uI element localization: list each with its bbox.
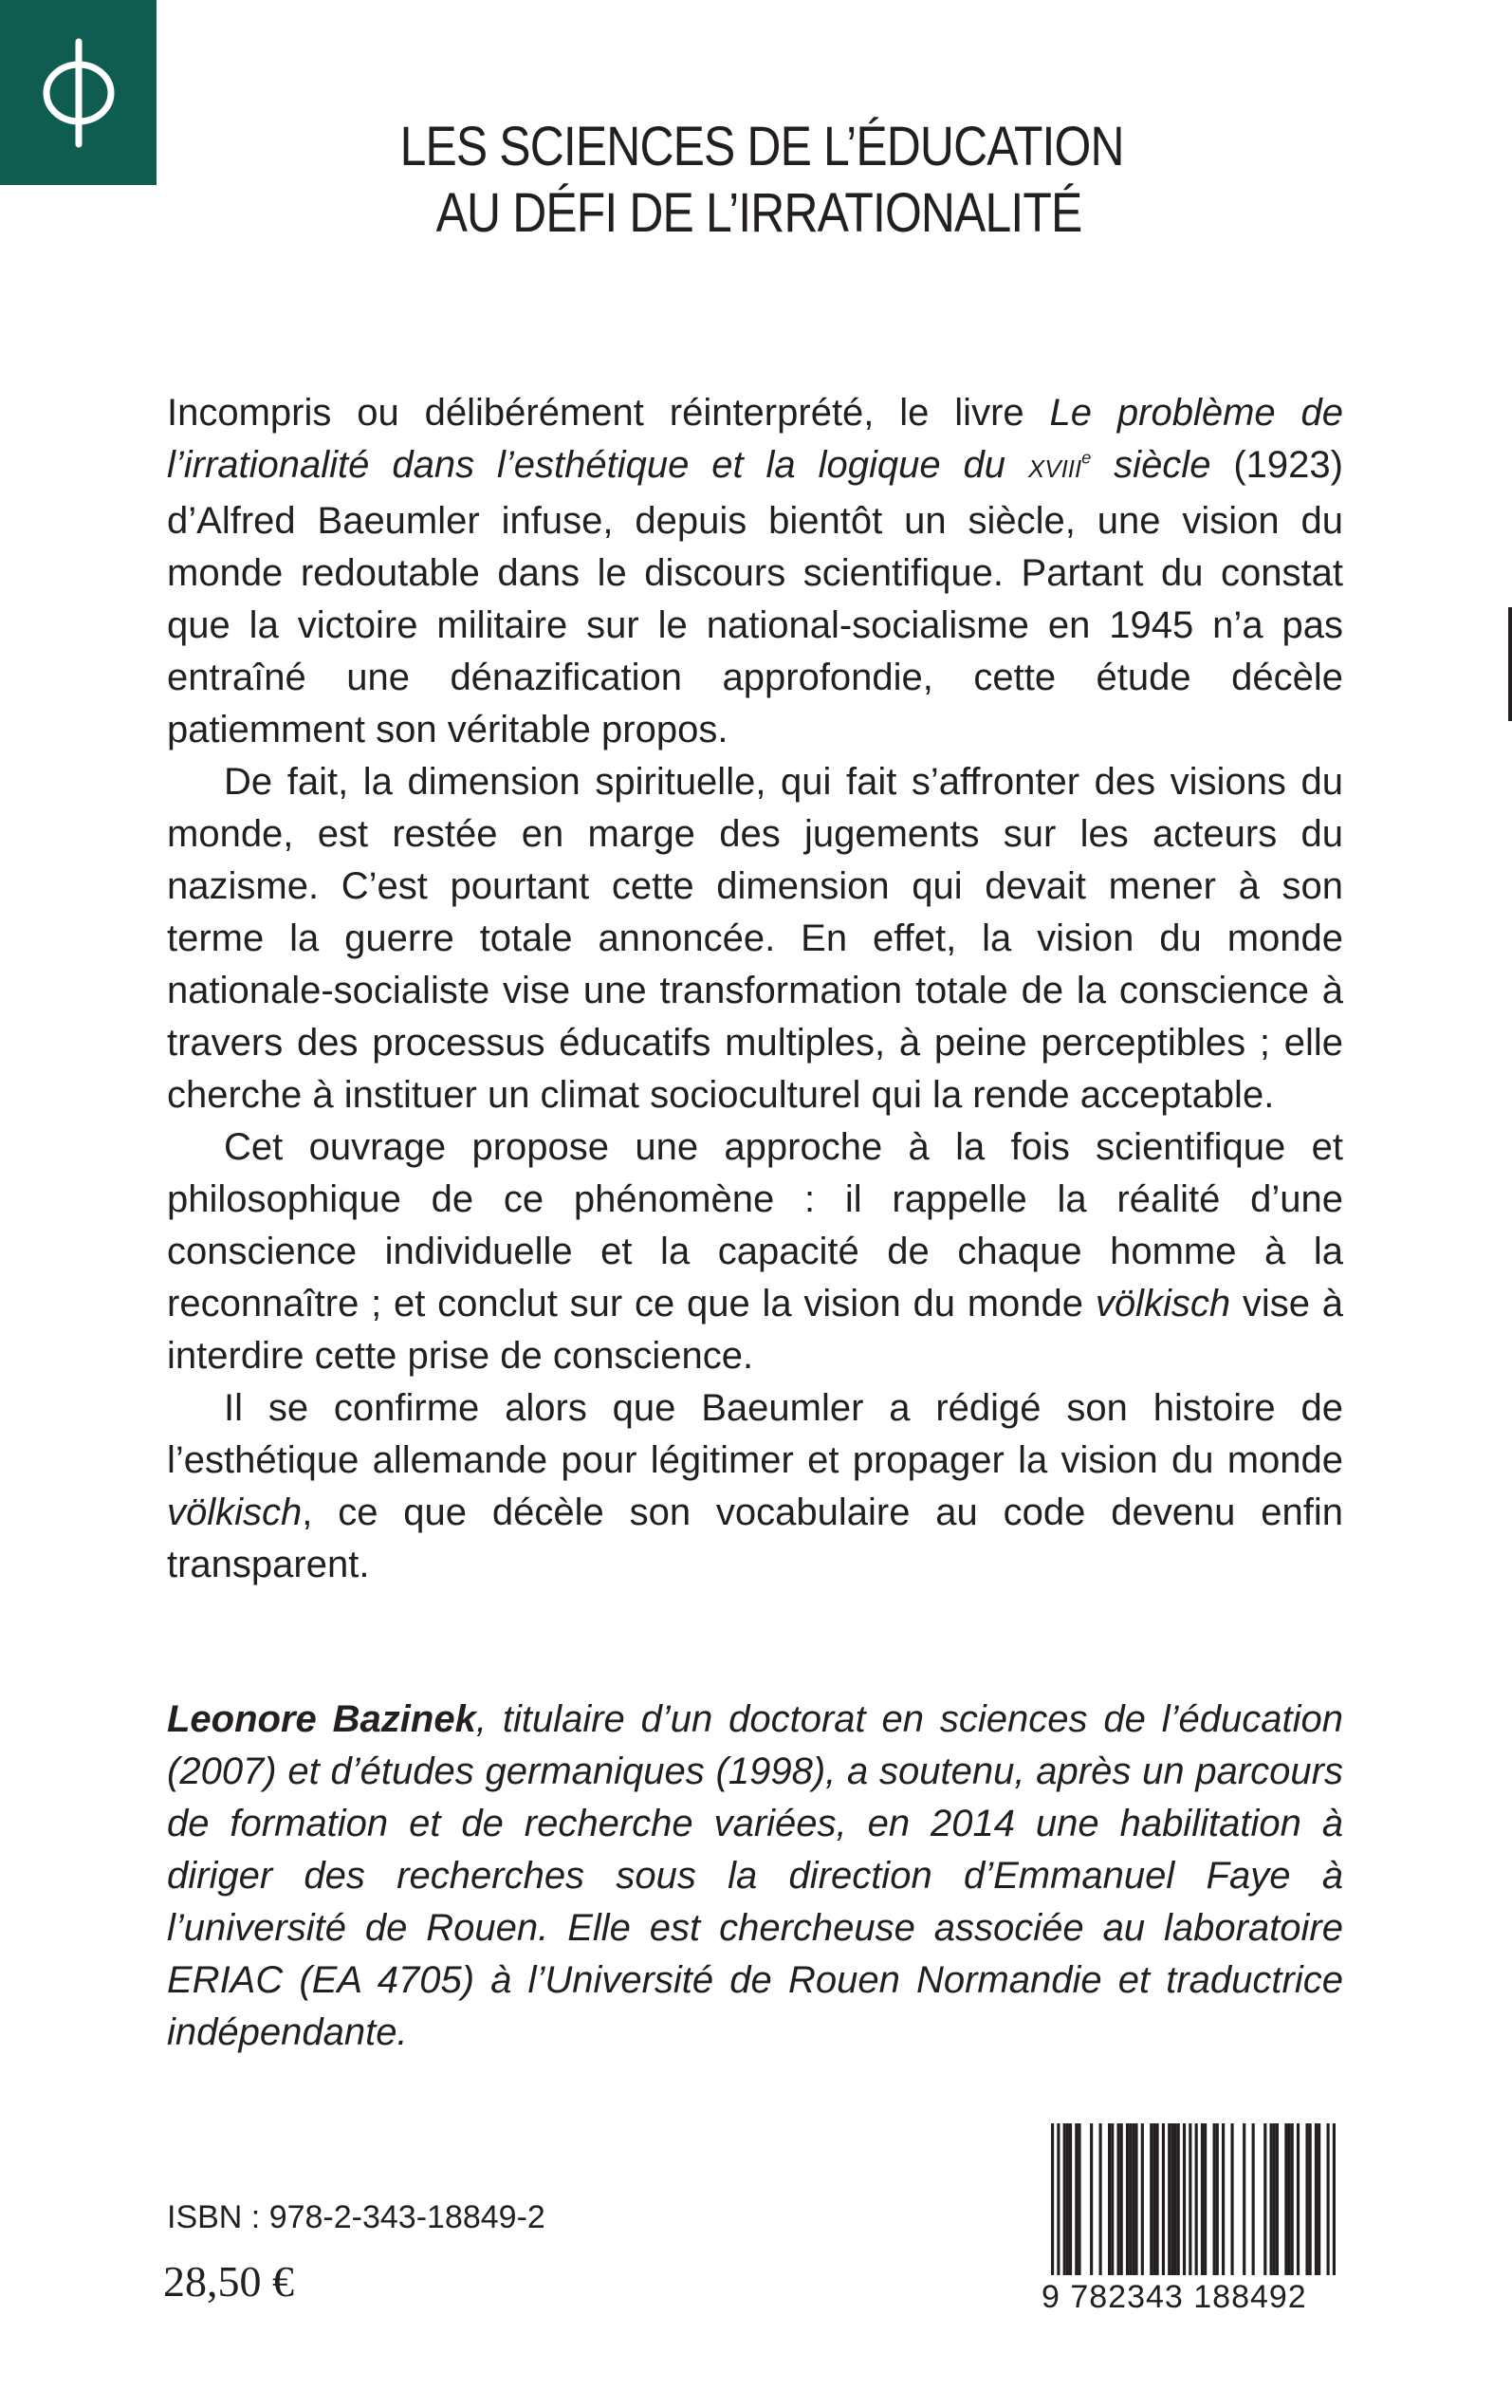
barcode-bars-icon [1051, 2123, 1336, 2275]
barcode-bar [1291, 2123, 1294, 2275]
barcode-bar [1273, 2123, 1276, 2275]
blurb-p3-b: vise à interdire cette prise de conscience. [167, 1283, 1344, 1377]
edge-mark [1508, 607, 1512, 721]
barcode-bar [1216, 2123, 1219, 2275]
title-line-1: LES SCIENCES DE L’ÉDUCATION [399, 116, 1124, 177]
barcode-bar [1189, 2123, 1191, 2275]
barcode-bar [1051, 2123, 1054, 2275]
barcode-bar [1297, 2123, 1300, 2275]
barcode-bar [1111, 2123, 1114, 2275]
barcode-bar [1305, 2123, 1308, 2275]
blurb-p1-rest: (1923) d’Alfred Baeumler infuse, depuis bientôt un siècle, une vision du monde redoutable dans le discours scientifique. Partant du constat que la victoire militaire sur le national-socialisme en 1945 n’a pas entraîné une dénazification approfondie, cette étude décèle patiemment son véritable propos. [167, 444, 1343, 750]
barcode-bar [1116, 2123, 1119, 2275]
barcode-bar [1132, 2123, 1134, 2275]
barcode-bar [1134, 2123, 1137, 2275]
isbn: ISBN : 978-2-343-18849-2 [167, 2199, 545, 2235]
blurb-p1-century: XVIII [1027, 454, 1082, 483]
price: 28,50 € [163, 2257, 294, 2306]
barcode-bar [1141, 2123, 1144, 2275]
author-bio-paragraph [167, 1694, 1343, 2059]
blurb-paragraph-1 [167, 387, 1343, 756]
barcode-bar [1204, 2123, 1207, 2275]
blurb-p1-intro: Incompris ou délibérément réinterprété, le livre [167, 392, 1050, 434]
blurb-p1-book-title: Le problème de l’irrationalité dans l’esthétique et la logique du [167, 392, 1344, 486]
barcode-bar [1177, 2123, 1180, 2275]
barcode [1042, 2123, 1343, 2313]
barcode-bar [1252, 2123, 1255, 2275]
barcode-bar [1057, 2123, 1060, 2275]
barcode-digits: 9 782343 188492 [1042, 2279, 1307, 2315]
barcode-bar [1162, 2123, 1165, 2275]
barcode-bar [1276, 2123, 1279, 2275]
barcode-bar [1152, 2123, 1155, 2275]
barcode-bar [1099, 2123, 1102, 2275]
barcode-bar [1063, 2123, 1066, 2275]
barcode-bar [1263, 2123, 1266, 2275]
barcode-bar [1120, 2123, 1123, 2275]
blurb-p4-b: , ce que décèle son vocabulaire au code devenu enfin transparent. [167, 1491, 1343, 1585]
barcode-bar [1270, 2123, 1273, 2275]
barcode-bar [1156, 2123, 1159, 2275]
barcode-bar [1126, 2123, 1129, 2275]
barcode-bar [1284, 2123, 1287, 2275]
author-bio-text: , titulaire d’un doctorat en sciences de l’éducation (2007) et d’études germaniques (1998), a soutenu, après un parcours de formation et de recherche variées, en 2014 une habilitation à diriger des recherches sous la direction d’Emmanuel Faye à l’université de Rouen. Elle est chercheuse associée au laboratoire ERIAC (EA 4705) à l’Université de Rouen Normandie et traductrice indépendante. [167, 1698, 1344, 2053]
barcode-bar [1222, 2123, 1225, 2275]
barcode-bar [1318, 2123, 1320, 2275]
barcode-bar [1315, 2123, 1318, 2275]
barcode-bar [1195, 2123, 1198, 2275]
barcode-bar [1090, 2123, 1093, 2275]
barcode-bar [1230, 2123, 1233, 2275]
barcode-bar [1243, 2123, 1245, 2275]
barcode-bar [1309, 2123, 1312, 2275]
barcode-bar [1333, 2123, 1336, 2275]
blurb-p1-century-sup: e [1081, 448, 1092, 468]
barcode-bar [1150, 2123, 1152, 2275]
book-title [399, 114, 1124, 247]
barcode-bar [1183, 2123, 1186, 2275]
barcode-bar [1213, 2123, 1216, 2275]
blurb-p1-century-word: siècle [1091, 444, 1211, 486]
title-line-2: AU DÉFI DE L’IRRATIONALITÉ [435, 182, 1082, 244]
barcode-bar [1078, 2123, 1080, 2275]
author-name: Leonore Bazinek [167, 1698, 476, 1740]
blurb-paragraph-2: De fait, la dimension spirituelle, qui fait s’affronter des visions du monde, est restée en marge des jugements sur les acteurs du nazisme. C’est pourtant cette dimension qui devait mener à son terme la guerre totale annoncée. En effet, la vision du monde nationale-socialiste vise une transformation totale de la conscience à travers des processus éducatifs multiples, à peine perceptibles ; elle cherche à instituer un climat socioculturel qui la rende acceptable. [167, 761, 1343, 1116]
barcode-bar [1066, 2123, 1069, 2275]
barcode-bar [1287, 2123, 1290, 2275]
barcode-bar [1201, 2123, 1204, 2275]
phi-logo-icon [36, 36, 121, 150]
blurb-p3-a: Cet ouvrage propose une approche à la fois scientifique et philosophique de ce phénomène : il rappelle la réalité d’une conscience individuelle et la capacité de chaque homme à la reconnaître ; et conclut sur ce que la vision du monde [167, 1126, 1343, 1324]
barcode-bar [1171, 2123, 1173, 2275]
barcode-bar [1168, 2123, 1171, 2275]
blurb-p4-a: Il se confirme alors que Baeumler a rédigé son histoire de l’esthétique allemande pour légitimer et propager la vision du monde [167, 1387, 1343, 1481]
back-cover-blurb [167, 387, 1343, 1591]
barcode-bar [1108, 2123, 1111, 2275]
blurb-p4-italic: völkisch [167, 1491, 303, 1533]
author-bio [167, 1694, 1343, 2059]
barcode-bar [1075, 2123, 1078, 2275]
barcode-bar [1327, 2123, 1330, 2275]
barcode-bar [1129, 2123, 1132, 2275]
barcode-bar [1173, 2123, 1176, 2275]
barcode-bar [1069, 2123, 1072, 2275]
blurb-paragraph-4 [167, 1382, 1343, 1591]
blurb-paragraph-3 [167, 1121, 1343, 1382]
blurb-p3-italic: völkisch [1095, 1283, 1231, 1324]
publisher-logo [0, 0, 157, 185]
